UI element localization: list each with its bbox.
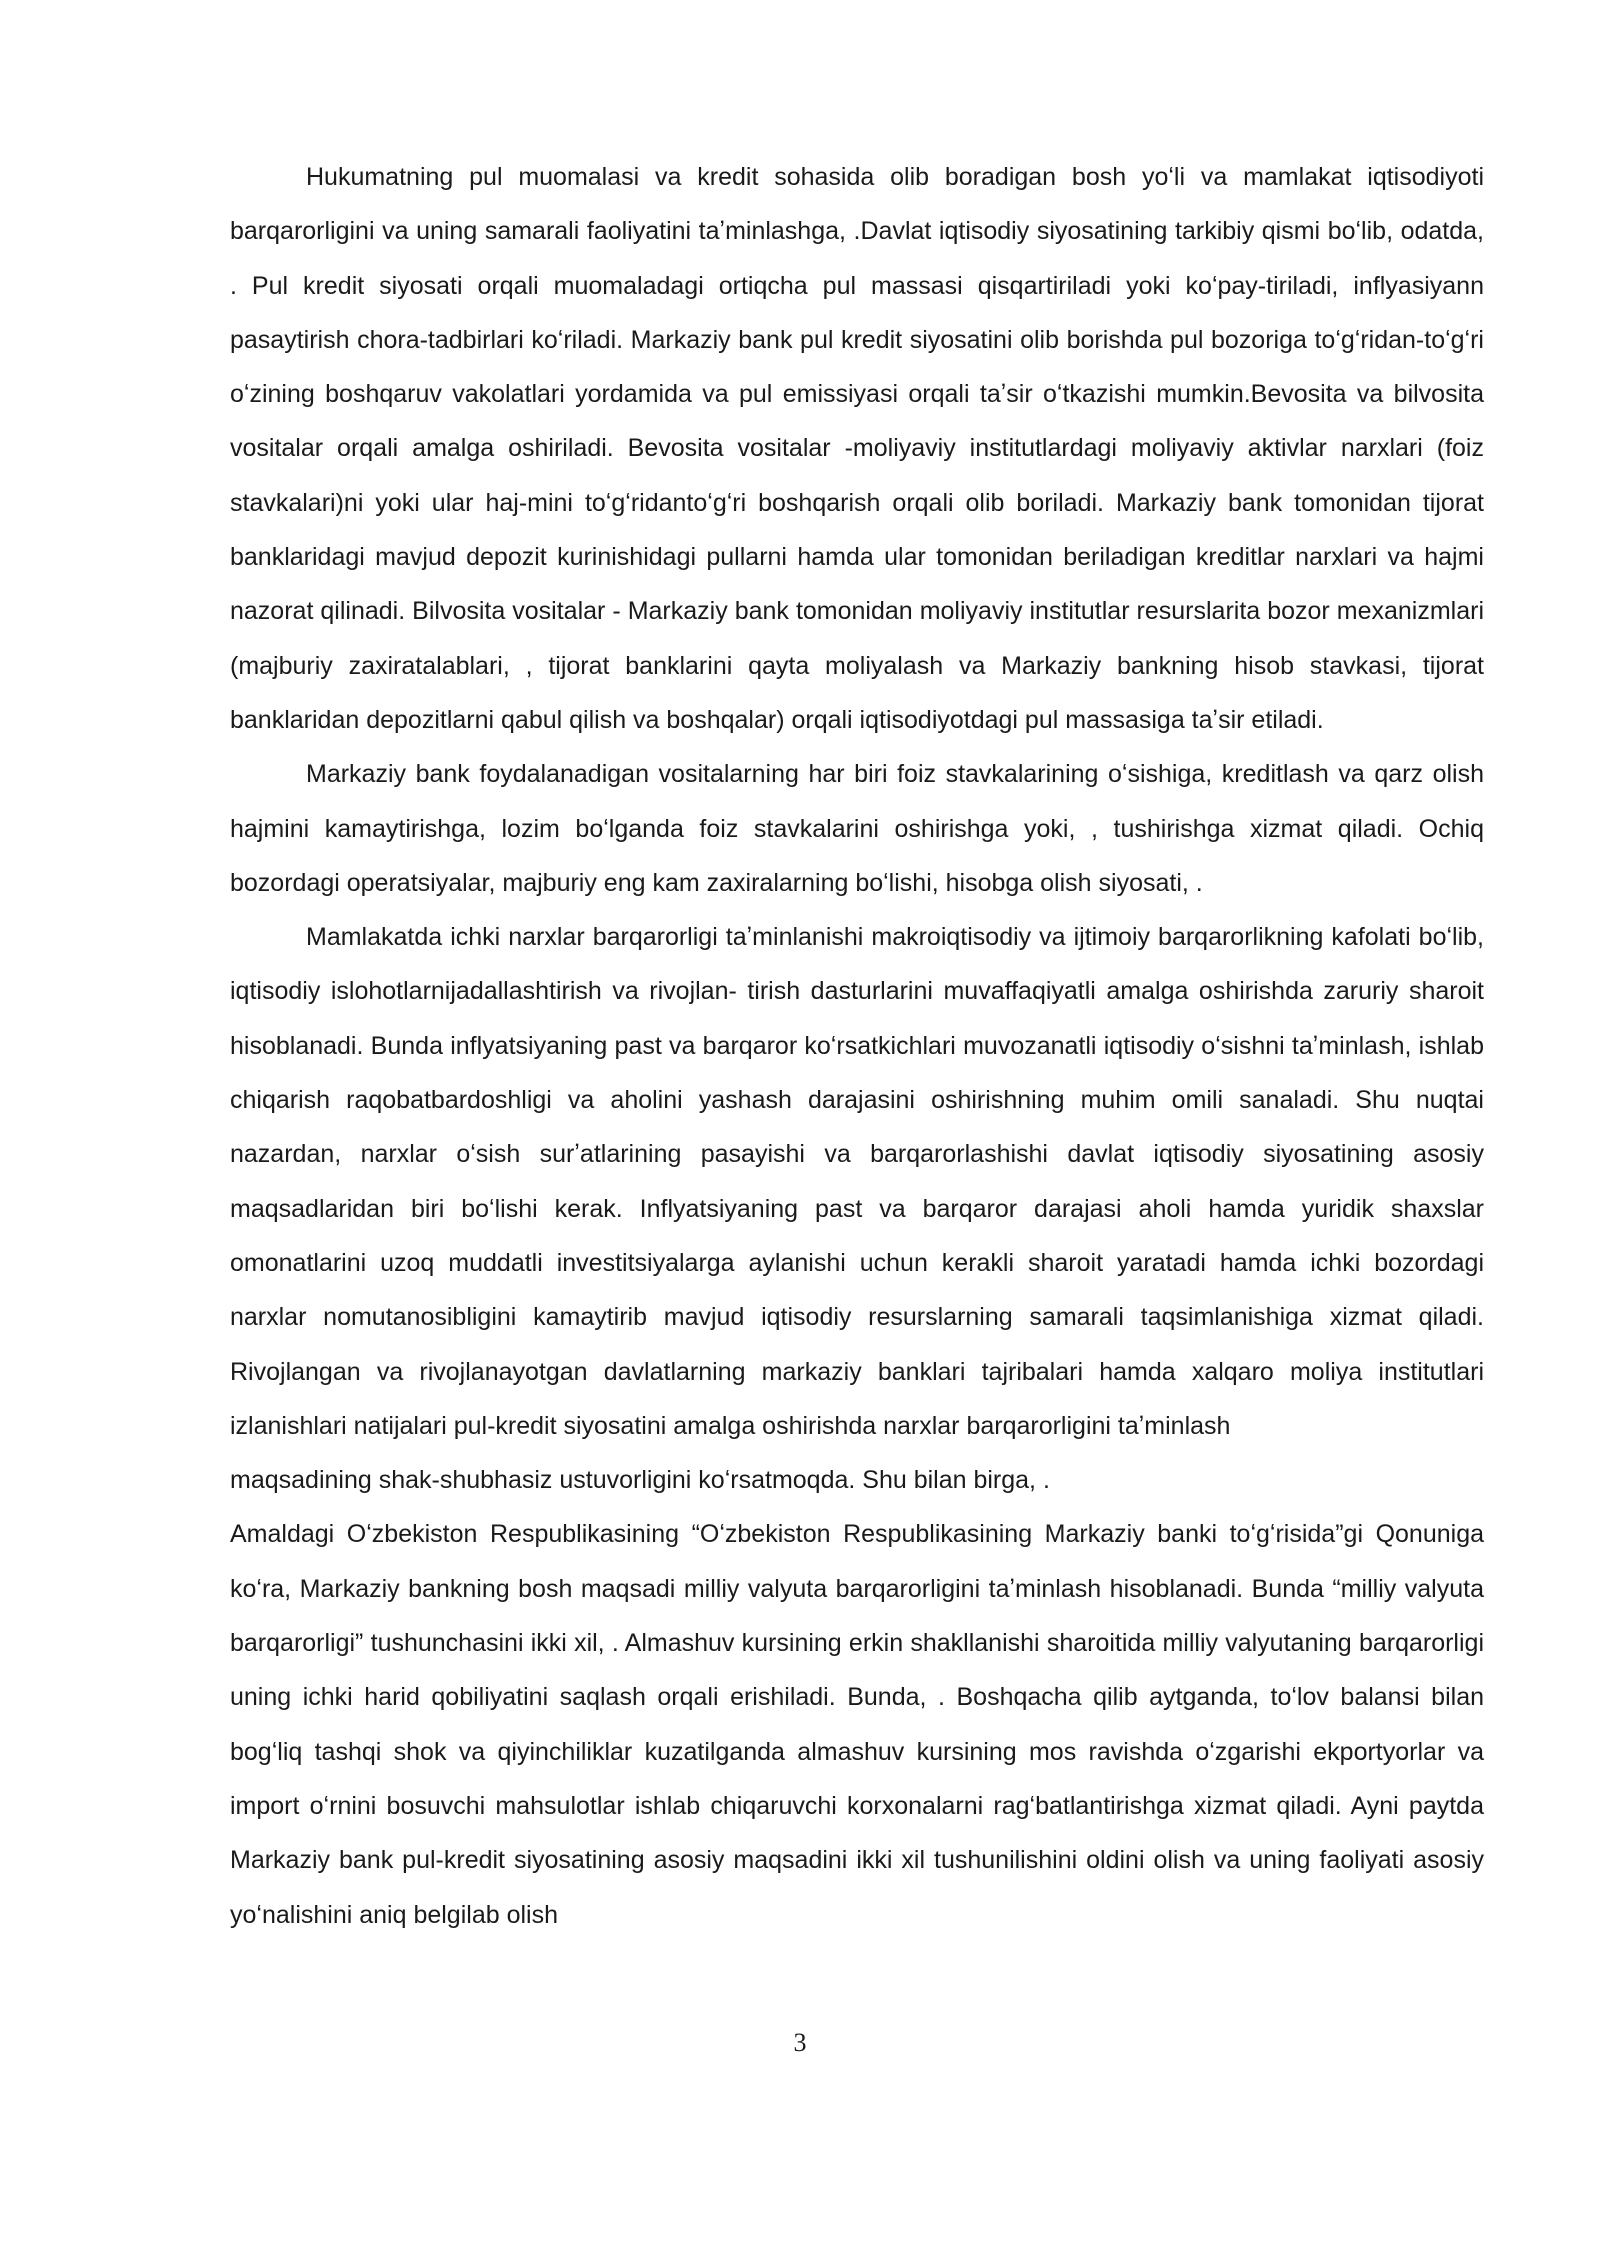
paragraph-3: Mamlakatda ichki narxlar barqarorligi taʼminlanishi makroiqtisodiy va ijtimoiy barqarorlikning kafolati boʻlib, iqtisodiy islohotlarnijadallashtirish va rivojlan- tirish dasturlarini muvaffaqiyatli amalga oshirishda zaruriy sharoit hisoblanadi. Bunda inflyatsiyaning past va barqaror koʻrsatkichlari muvozanatli iqtisodiy oʻsishni taʼminlash, ishlab chiqarish raqobatbardoshligi va aholini yashash darajasini oshirishning muhim omili sanaladi. Shu nuqtai nazardan, narxlar oʻsish surʼatlarining pasayishi va barqarorlashishi davlat iqtisodiy siyosatining asosiy maqsadlaridan biri boʻlishi kerak. Inflyatsiyaning past va barqaror darajasi aholi hamda yuridik shaxslar omonatlarini uzoq muddatli investitsiyalarga aylanishi uchun kerakli sharoit yaratadi hamda ichki bozordagi narxlar nomutanosibligini kamaytirib mavjud iqtisodiy resurslarning samarali taqsimlanishiga xizmat qiladi. Rivojlangan va rivojlanayotgan davlatlarning markaziy banklari tajribalari hamda xalqaro moliya institutlari izlanishlari natijalari pul-kredit siyosatini amalga oshirishda narxlar barqarorligini taʼminlash xyxy=(230,923,1484,1440)
paragraph-4: maqsadining shak-shubhasiz ustuvorligini koʻrsatmoqda. Shu bilan birga, . xyxy=(230,1466,1050,1495)
paragraph-5: Amaldagi Oʻzbekiston Respublikasining “Oʻzbekiston Respublikasining Markaziy banki toʻgʻrisida”gi Qonuniga koʻra, Markaziy bankning bosh maqsadi milliy valyuta barqarorligini taʼminlash hisoblanadi. Bunda “milliy valyuta barqarorligi” tushunchasini ikki xil, . Almashuv kursining erkin shakllanishi sharoitida milliy valyutaning barqarorligi uning ichki harid qobiliyatini saqlash orqali erishiladi. Bunda, . Boshqacha qilib aytganda, toʻlov balansi bilan bogʻliq tashqi shok va qiyinchiliklar kuzatilganda almashuv kursining mos ravishda oʻzgarishi ekportyorlar va import oʻrnini bosuvchi mahsulotlar ishlab chiqaruvchi korxonalarni ragʻbatlantirishga xizmat qiladi. Ayni paytda Markaziy bank pul-kredit siyosatining asosiy maqsadini ikki xil tushunilishini oldini olish va uning faoliyati asosiy yoʻnalishini aniq belgilab olish xyxy=(230,1520,1484,1929)
paragraph-1: Hukumatning pul muomalasi va kredit sohasida olib boradigan bosh yoʻli va mamlakat iqtisodiyoti barqarorligini va uning samarali faoliyatini taʼminlashga, .Davlat iqtisodiy siyosatining tarkibiy qismi boʻlib, odatda, . Pul kredit siyosati orqali muomaladagi ortiqcha pul massasi qisqartiriladi yoki koʻpay-tiriladi, inflyasiyann pasaytirish chora-tadbirlari koʻriladi. Markaziy bank pul kredit siyosatini olib borishda pul bozoriga toʻgʻridan-toʻgʻri oʻzining boshqaruv vakolatlari yordamida va pul emissiyasi orqali taʼsir oʻtkazishi mumkin.Bevosita va bilvosita vositalar orqali amalga oshiriladi. Bevosita vositalar -moliyaviy institutlardagi moliyaviy aktivlar narxlari (foiz stavkalari)ni yoki ular haj-mini toʻgʻridantoʻgʻri boshqarish orqali olib boriladi. Markaziy bank tomonidan tijorat banklaridagi mavjud depozit kurinishidagi pullarni hamda ular tomonidan beriladigan kreditlar narxlari va hajmi nazorat qilinadi. Bilvosita vositalar - Markaziy bank tomonidan moliyaviy institutlar resurslarita bozor mexanizmlari (majburiy zaxiratalablari, , tijorat banklarini qayta moliyalash va Markaziy bankning hisob stavkasi, tijorat banklaridan depozitlarni qabul qilish va boshqalar) orqali iqtisodiyotdagi pul massasiga taʼsir etiladi. xyxy=(230,163,1484,734)
document-body xyxy=(230,150,1484,1942)
paragraph-2: Markaziy bank foydalanadigan vositalarning har biri foiz stavkalarining oʻsishiga, kreditlash va qarz olish hajmini kamaytirishga, lozim boʻlganda foiz stavkalarini oshirishga yoki, , tushirishga xizmat qiladi. Ochiq bozordagi operatsiyalar, majburiy eng kam zaxiralarning boʻlishi, hisobga olish siyosati, . xyxy=(230,760,1484,897)
page-number: 3 xyxy=(793,2028,807,2057)
